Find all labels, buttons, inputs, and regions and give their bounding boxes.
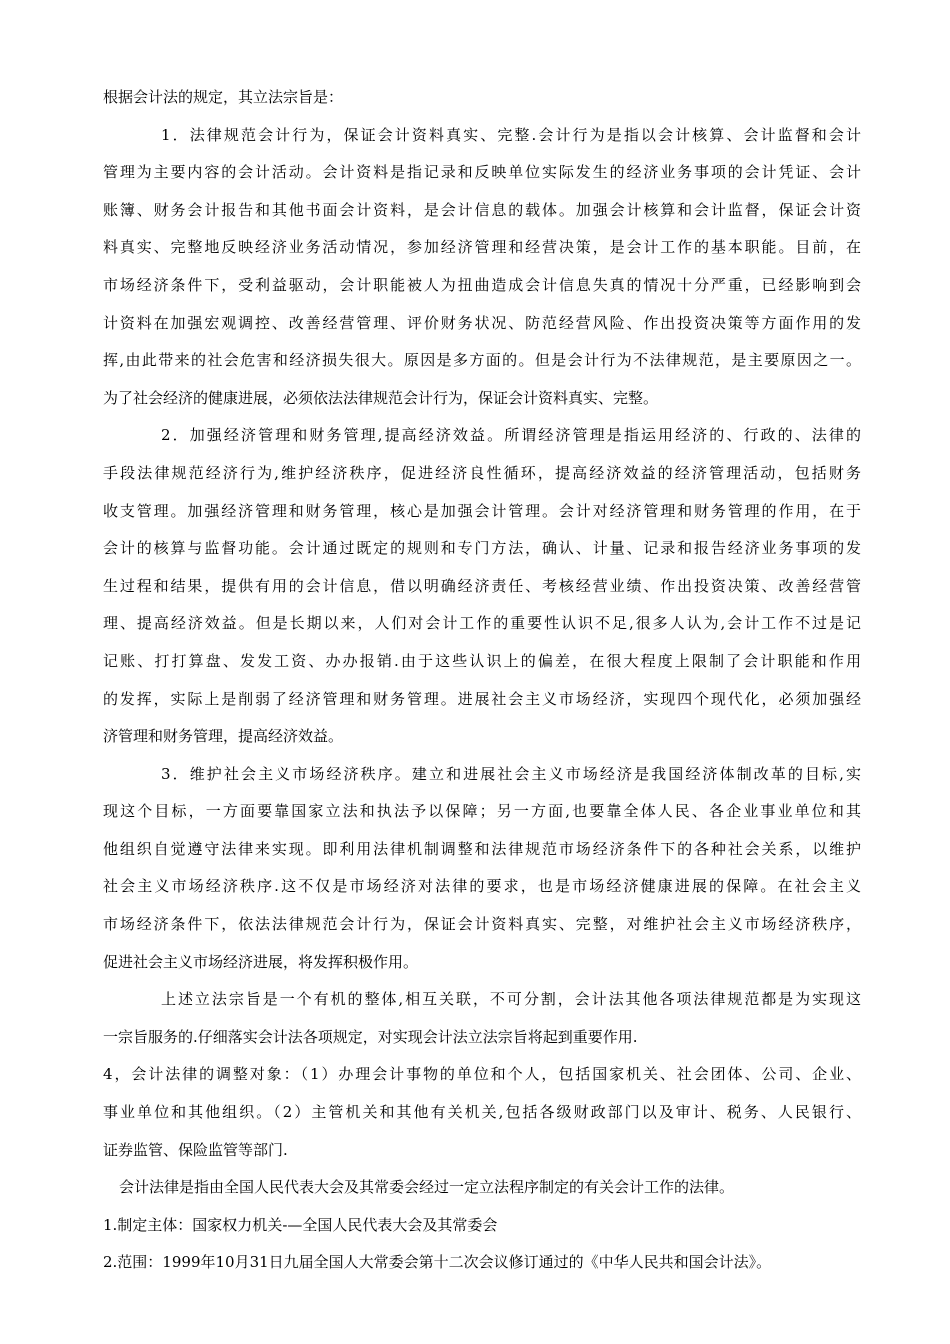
text-line: 市场经济条件下，受利益驱动，会计职能被人为扭曲造成会计信息失真的情况十分严重，已经影响到会 <box>103 275 861 294</box>
text-line: 记账、打打算盘、发发工资、办办报销.由于这些认识上的偏差，在很大程度上限制了会计职能和作用 <box>103 651 861 670</box>
text-line: 社会主义市场经济秩序.这不仅是市场经济对法律的要求，也是市场经济健康进展的保障。在社会主义 <box>103 877 861 896</box>
text-line: 他组织自觉遵守法律来实现。即利用法律机制调整和法律规范市场经济条件下的各种社会关系，以维护 <box>103 839 861 858</box>
text-line: 会计的核算与监督功能。会计通过既定的规则和专门方法，确认、计量、记录和报告经济业务事项的发 <box>103 539 861 558</box>
text-line: 手段法律规范经济行为,维护经济秩序，促进经济良性循环，提高经济效益的经济管理活动，包括财务 <box>103 463 861 482</box>
text-line: 2.范围：1999年10月31日九届全国人大常委会第十二次会议修订通过的《中华人民共和国会计法》。 <box>103 1253 772 1272</box>
text-line: 3．维护社会主义市场经济秩序。建立和进展社会主义市场经济是我国经济体制改革的目标,实 <box>161 764 861 783</box>
text-line: 的发挥，实际上是削弱了经济管理和财务管理。进展社会主义市场经济，实现四个现代化，必须加强经 <box>103 689 861 708</box>
text-line: 1．法律规范会计行为，保证会计资料真实、完整.会计行为是指以会计核算、会计监督和会计 <box>161 125 861 144</box>
text-line: 1.制定主体：国家权力机关-—全国人民代表大会及其常委会 <box>103 1215 498 1234</box>
text-line: 事业单位和其他组织。（2）主管机关和其他有关机关,包括各级财政部门以及审计、税务、人民银行、 <box>103 1103 861 1122</box>
text-line: 根据会计法的规定，其立法宗旨是： <box>103 88 344 106</box>
text-line: 为了社会经济的健康进展，必须依法法律规范会计行为，保证会计资料真实、完整。 <box>103 388 659 407</box>
text-line: 管理为主要内容的会计活动。会计资料是指记录和反映单位实际发生的经济业务事项的会计凭证、会计 <box>103 163 861 182</box>
text-line: 理、提高经济效益。但是长期以来，人们对会计工作的重要性认识不足,很多人认为,会计工作不过是记 <box>103 614 861 633</box>
text-line: 促进社会主义市场经济进展，将发挥积极作用。 <box>103 952 419 971</box>
text-line: 挥,由此带来的社会危害和经济损失很大。原因是多方面的。但是会计行为不法律规范，是主要原因之一。 <box>103 351 861 370</box>
text-line: 市场经济条件下，依法法律规范会计行为，保证会计资料真实、完整，对维护社会主义市场经济秩序， <box>103 915 861 934</box>
text-line: 一宗旨服务的.仔细落实会计法各项规定，对实现会计法立法宗旨将起到重要作用. <box>103 1027 638 1046</box>
text-line: 4，会计法律的调整对象：（1）办理会计事物的单位和个人，包括国家机关、社会团体、公司、企业、 <box>103 1065 861 1084</box>
text-line: 账簿、财务会计报告和其他书面会计资料，是会计信息的载体。加强会计核算和会计监督，保证会计资 <box>103 200 861 219</box>
text-line: 证券监管、保险监管等部门. <box>103 1140 288 1159</box>
text-line: 上述立法宗旨是一个有机的整体,相互关联，不可分割，会计法其他各项法律规范都是为实现这 <box>161 990 861 1009</box>
text-line: 料真实、完整地反映经济业务活动情况，参加经济管理和经营决策，是会计工作的基本职能。目前，在 <box>103 238 861 257</box>
text-line: 现这个目标，一方面要靠国家立法和执法予以保障；另一方面,也要靠全体人民、各企业事业单位和其 <box>103 802 861 821</box>
text-line: 生过程和结果，提供有用的会计信息，借以明确经济责任、考核经营业绩、作出投资决策、改善经营管 <box>103 576 861 595</box>
text-line: 收支管理。加强经济管理和财务管理，核心是加强会计管理。会计对经济管理和财务管理的作用，在于 <box>103 501 861 520</box>
text-line: 2．加强经济管理和财务管理,提高经济效益。所谓经济管理是指运用经济的、行政的、法律的 <box>161 426 861 445</box>
text-line: 会计法律是指由全国人民代表大会及其常委会经过一定立法程序制定的有关会计工作的法律。 <box>119 1178 735 1197</box>
text-line: 计资料在加强宏观调控、改善经营管理、评价财务状况、防范经营风险、作出投资决策等方面作用的发 <box>103 313 861 332</box>
document-body <box>103 79 861 1282</box>
text-line: 济管理和财务管理，提高经济效益。 <box>103 727 344 746</box>
